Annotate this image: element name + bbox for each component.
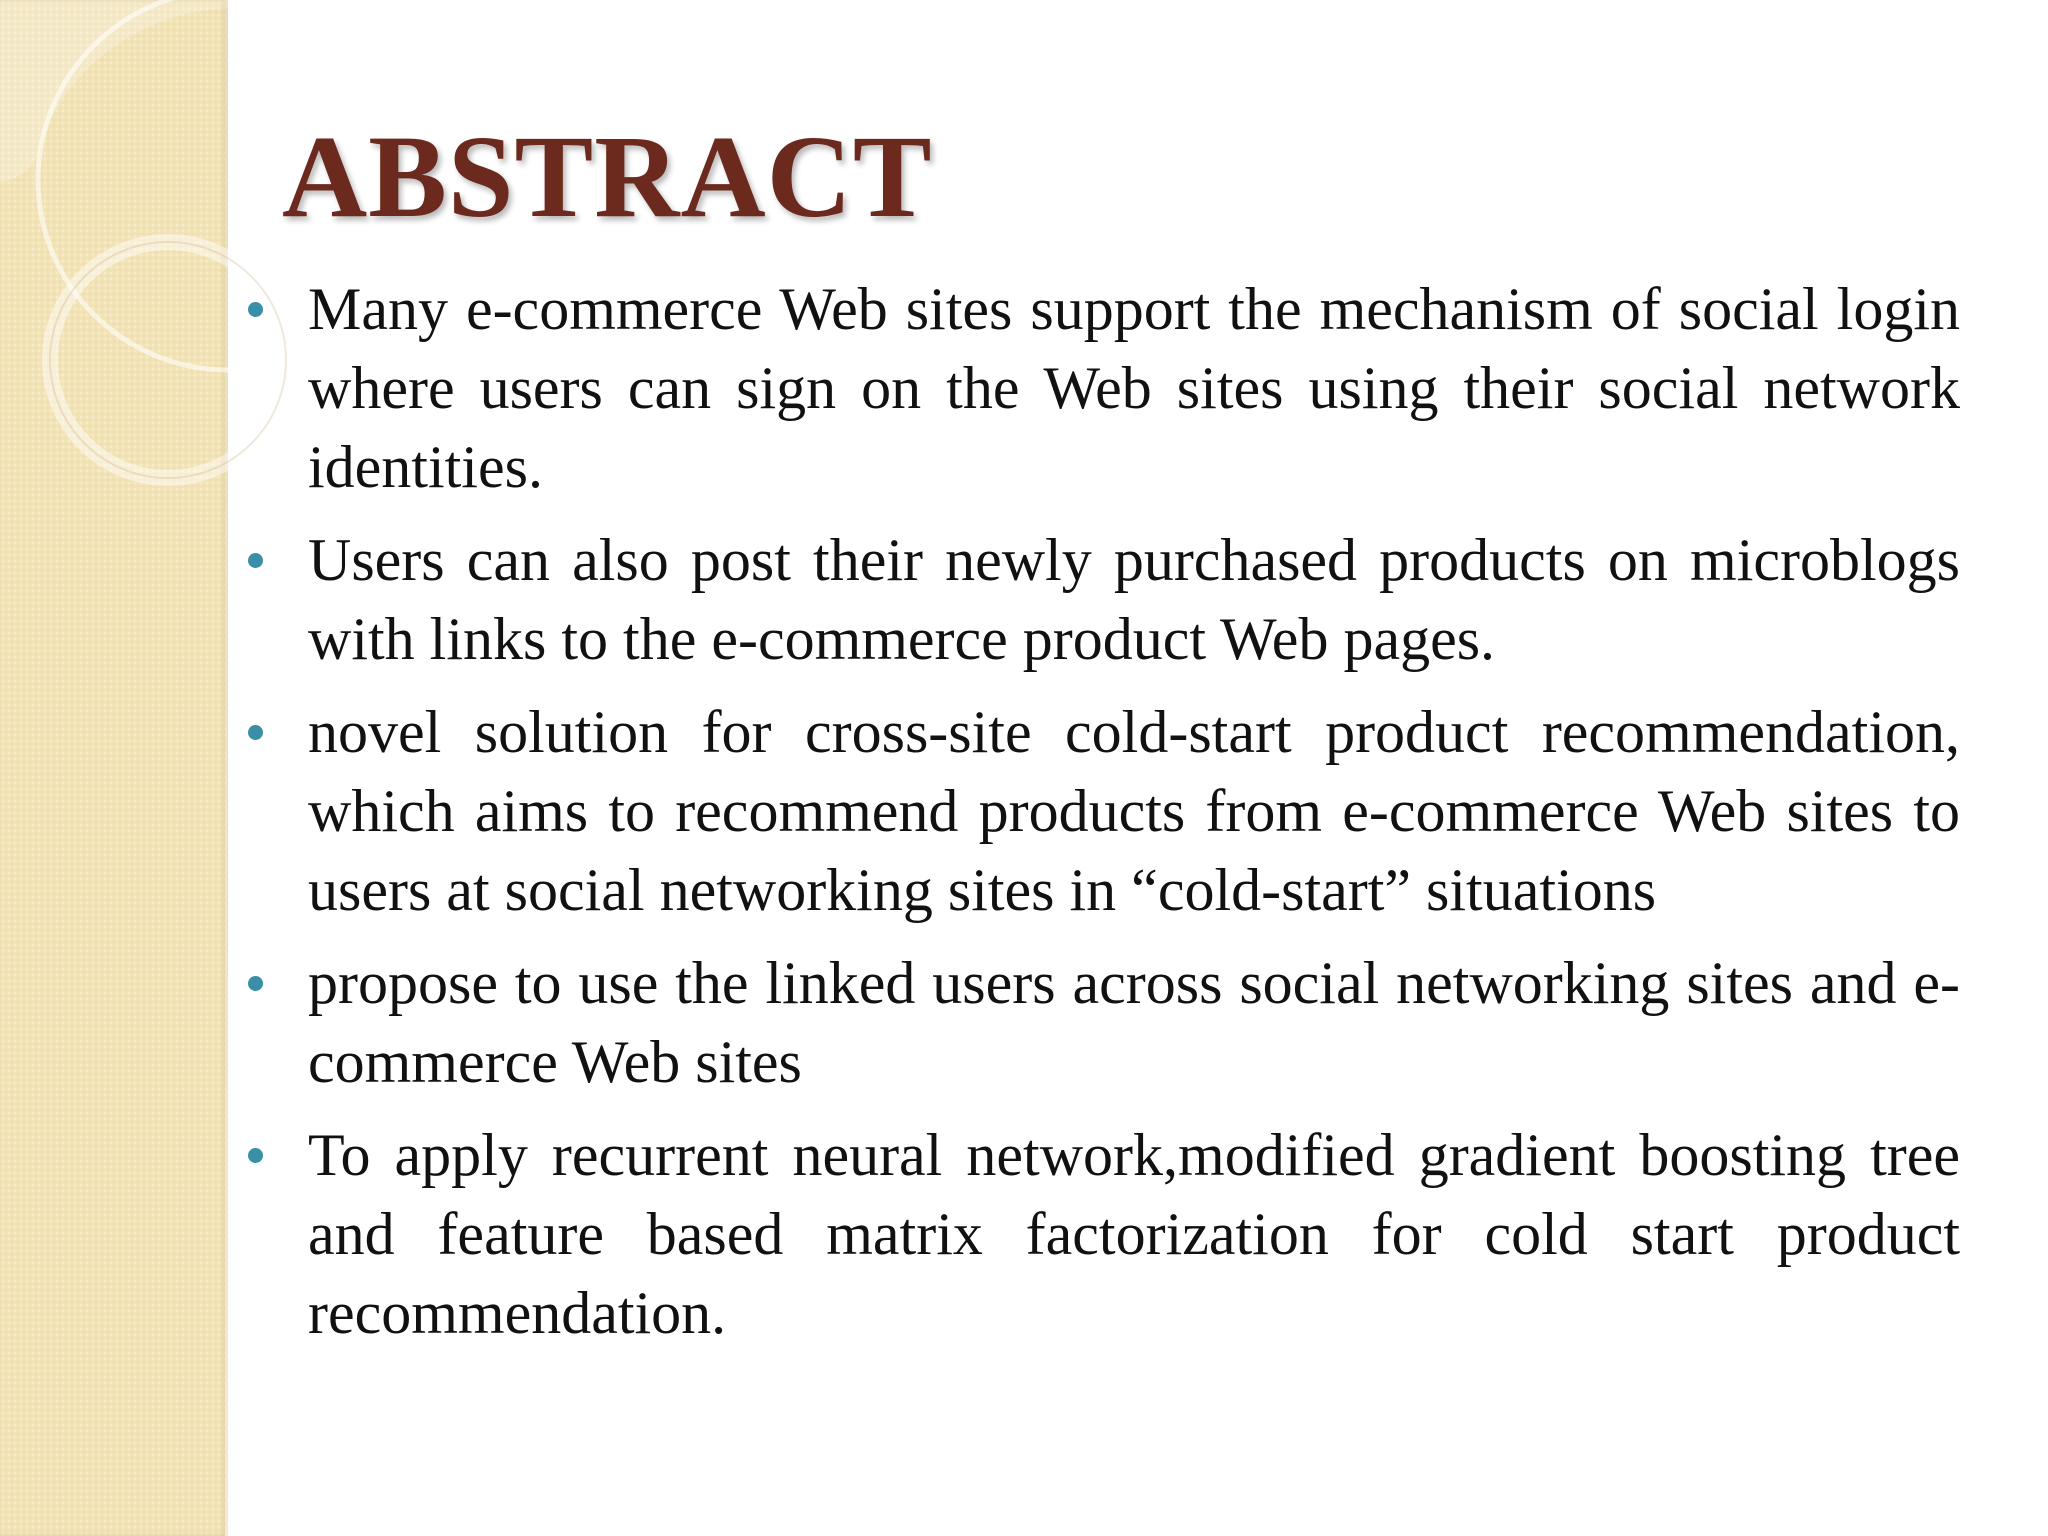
decorative-side-band: [0, 0, 228, 1536]
bullet-dot-icon: [248, 302, 263, 317]
bullet-list: [240, 270, 1960, 1367]
bullet-text: novel solution for cross-site cold-start product recommendation, which aims to recommend products from e-commerce Web sites to users at social networking sites in “cold-start” situations: [308, 699, 1960, 923]
bullet-dot-icon: [248, 553, 263, 568]
bullet-dot-icon: [248, 976, 263, 991]
slide-title: ABSTRACT: [282, 111, 933, 242]
bullet-item: [240, 1116, 1960, 1353]
bullet-text: Users can also post their newly purchased products on microblogs with links to the e-commerce product Web pages.: [308, 527, 1960, 672]
bullet-dot-icon: [248, 1148, 263, 1163]
bullet-text: To apply recurrent neural network,modified gradient boosting tree and feature based matrix factorization for cold start product recommendation.: [308, 1122, 1960, 1346]
bullet-item: [240, 521, 1960, 679]
bullet-text: Many e-commerce Web sites support the mechanism of social login where users can sign on the Web sites using their social network identities.: [308, 276, 1960, 500]
bullet-item: [240, 270, 1960, 507]
bullet-item: [240, 693, 1960, 930]
bullet-text: propose to use the linked users across social networking sites and e-commerce Web sites: [308, 950, 1960, 1095]
bullet-item: [240, 944, 1960, 1102]
bullet-dot-icon: [248, 725, 263, 740]
